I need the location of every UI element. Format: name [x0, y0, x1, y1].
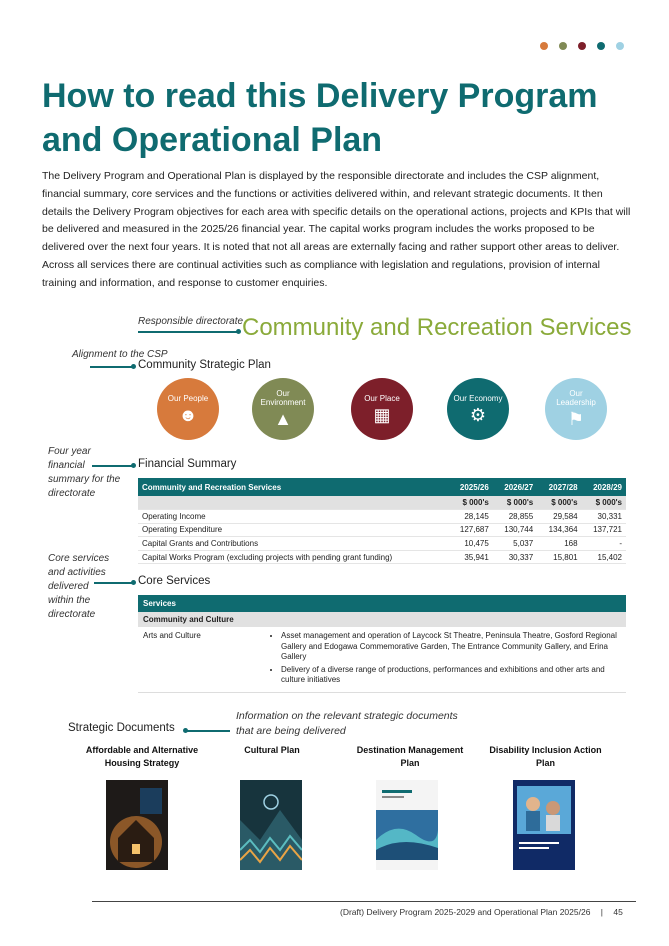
annotation-text: delivered: [48, 581, 89, 592]
document-title: [478, 744, 613, 769]
row-value: 28,145: [448, 510, 492, 524]
annotation-text: that are being delivered: [236, 725, 346, 737]
financial-heading: Financial Summary: [138, 458, 237, 470]
annotation-line: [92, 465, 132, 467]
table-row: [138, 537, 626, 551]
theme-label: Our: [569, 389, 583, 398]
row-label: Operating Income: [138, 510, 448, 524]
row-value: 5,037: [493, 537, 537, 551]
page-number: 45: [613, 907, 623, 917]
page-title: [42, 74, 642, 162]
directorate-title: Community and Recreation Services: [242, 314, 632, 341]
units-cell: $ 000's: [537, 496, 581, 510]
core-heading: Core Services: [138, 575, 211, 587]
theme-label: Environment: [260, 398, 306, 407]
annotation-text: directorate: [48, 488, 96, 499]
row-label: Operating Expenditure: [138, 523, 448, 537]
annotation-core-services: [48, 552, 109, 622]
leadership-icon: ⚑: [567, 409, 585, 429]
core-table-group: Community and Culture: [138, 612, 626, 627]
accent-dot-olive: [559, 42, 567, 50]
annotation-financial: [48, 445, 120, 501]
document-title-line: Housing Strategy: [104, 757, 180, 768]
gear-icon: ⚙: [469, 404, 487, 425]
theme-label: Our: [276, 389, 290, 398]
document-title: [72, 744, 212, 769]
annotation-text: and activities: [48, 567, 106, 578]
table-row: [138, 510, 626, 524]
document-title-line: Plan: [400, 757, 420, 768]
annotation-dot: [131, 580, 136, 585]
document-cover-housing: [106, 780, 168, 870]
theme-label: Our Place: [364, 393, 400, 403]
buildings-icon: ▦: [373, 404, 391, 425]
annotation-text: summary for the: [48, 474, 121, 485]
year-header: 2025/26: [448, 478, 492, 496]
units-cell: $ 000's: [493, 496, 537, 510]
theme-our-people: [157, 378, 219, 440]
annotation-text: Four year: [48, 446, 91, 457]
financial-table-title: Community and Recreation Services: [138, 478, 448, 496]
theme-our-leadership: [545, 378, 607, 440]
row-value: 10,475: [448, 537, 492, 551]
footer-text: (Draft) Delivery Program 2025-2029 and Operational Plan 2025/26: [340, 907, 591, 917]
annotation-dot: [183, 728, 188, 733]
financial-table: [138, 478, 626, 564]
accent-dot-orange: [540, 42, 548, 50]
row-label: Capital Works Program (excluding projects with pending grant funding): [138, 550, 448, 564]
document-title-line: Destination Management: [356, 745, 464, 755]
annotation-text: directorate: [48, 609, 96, 620]
year-header: 2027/28: [537, 478, 581, 496]
row-value: 28,855: [493, 510, 537, 524]
footer-separator: |: [600, 907, 604, 917]
theme-label: Our Economy: [453, 393, 503, 403]
table-row: [138, 627, 626, 693]
row-label: Capital Grants and Contributions: [138, 537, 448, 551]
row-value: 15,402: [582, 550, 626, 564]
theme-our-environment: [252, 378, 314, 440]
annotation-dot: [236, 329, 241, 334]
year-header: 2026/27: [493, 478, 537, 496]
theme-label: Leadership: [556, 398, 596, 407]
document-title: [222, 744, 322, 757]
list-item: • Asset management and operation of Laycock St Theatre, Peninsula Theatre, Gosford Regional Gallery and Edogawa Commemorative Garden, The Entrance Community Gallery, and Erina Gallery: [281, 631, 621, 663]
accent-dots: [540, 42, 624, 50]
core-table-header: Services: [138, 595, 626, 612]
row-value: 30,337: [493, 550, 537, 564]
financial-table-header: [138, 478, 626, 496]
row-value: 168: [537, 537, 581, 551]
annotation-dot: [131, 463, 136, 468]
tree-icon: ▲: [274, 409, 292, 429]
theme-our-economy: [447, 378, 509, 440]
annotation-line: [94, 582, 132, 584]
strategic-heading: Strategic Documents: [68, 722, 175, 734]
list-item: • Delivery of a diverse range of productions, performances and exhibitions and other arts and culture initiatives: [281, 665, 621, 686]
row-value: 137,721: [582, 523, 626, 537]
document-cover-destination: [376, 780, 438, 870]
footer-divider: [92, 901, 636, 902]
page-title-line1: How to read this Delivery Program: [42, 77, 598, 115]
page-title-line2: and Operational Plan: [42, 121, 383, 159]
annotation-line: [138, 331, 238, 333]
core-services-table: [138, 595, 626, 693]
csp-heading: Community Strategic Plan: [138, 359, 271, 371]
units-row: [138, 496, 626, 510]
service-name: Arts and Culture: [143, 631, 201, 640]
row-value: 127,687: [448, 523, 492, 537]
theme-label: Our People: [167, 393, 209, 403]
document-title-line: Affordable and Alternative: [85, 745, 199, 755]
table-row: [138, 523, 626, 537]
accent-dot-maroon: [578, 42, 586, 50]
row-value: -: [582, 537, 626, 551]
annotation-text: financial: [48, 460, 85, 471]
service-activities: [263, 631, 621, 688]
accent-dot-teal: [597, 42, 605, 50]
accent-dot-lightblue: [616, 42, 624, 50]
theme-our-place: [351, 378, 413, 440]
annotation-text: Core services: [48, 553, 110, 564]
document-title-line: Disability Inclusion Action: [489, 745, 602, 755]
annotation-text: Information on the relevant strategic documents: [236, 710, 458, 722]
table-row: [138, 550, 626, 564]
annotation-strategic: [236, 709, 458, 739]
people-icon: ☻: [178, 404, 198, 425]
annotation-alignment-csp: Alignment to the CSP: [72, 349, 168, 360]
units-cell: $ 000's: [448, 496, 492, 510]
annotation-responsible-directorate: Responsible directorate: [138, 316, 244, 327]
units-cell: $ 000's: [582, 496, 626, 510]
annotation-line: [90, 366, 132, 368]
annotation-dot: [131, 364, 136, 369]
row-value: 130,744: [493, 523, 537, 537]
row-value: 29,584: [537, 510, 581, 524]
row-value: 134,364: [537, 523, 581, 537]
document-title: [345, 744, 475, 769]
row-value: 30,331: [582, 510, 626, 524]
row-value: 15,801: [537, 550, 581, 564]
document-title-line: Plan: [535, 757, 555, 768]
page-footer: [340, 907, 623, 917]
row-value: 35,941: [448, 550, 492, 564]
intro-paragraph: The Delivery Program and Operational Plan is displayed by the responsible directorate and includes the CSP alignment, financial summary, core services and the functions or activities delivered within, and relevant strategic documents. It then details the Delivery Program objectives for each area with specific details on the operational actions, projects and KPIs that will be delivered and measured in the 2025/26 financial year. The capital works program includes the works proposed to be delivered over the next four years. It is noted that not all areas are externally facing and rather support other areas to deliver. Across all services there are continual activities such as compliance with legislation and regulations, provision of internal training and information, and response to customer enquiries.: [42, 170, 631, 289]
year-header: 2028/29: [582, 478, 626, 496]
annotation-line: [186, 730, 230, 732]
document-cover-disability: [513, 780, 575, 870]
document-cover-cultural: [240, 780, 302, 870]
annotation-text: within the: [48, 595, 91, 606]
document-title-line: Cultural Plan: [244, 745, 300, 755]
